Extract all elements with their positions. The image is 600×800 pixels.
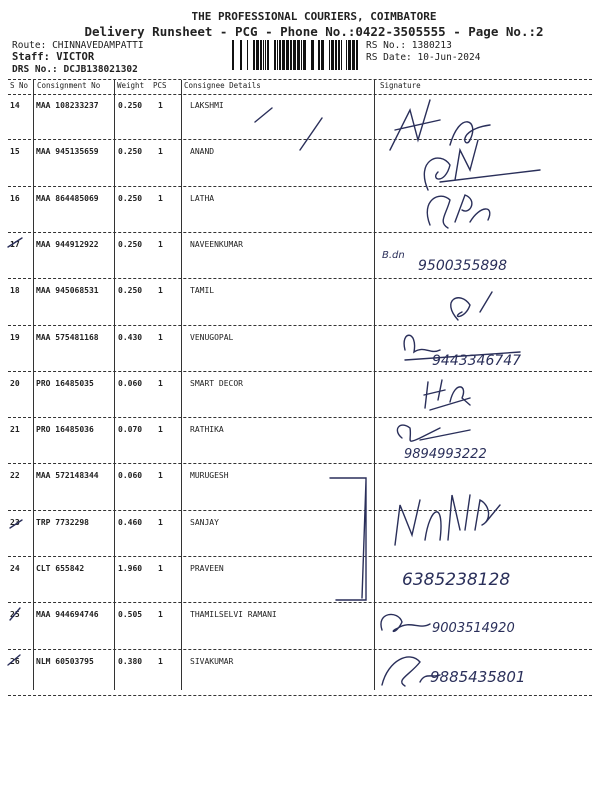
barcode-bar <box>297 40 300 70</box>
signature-scribble <box>424 140 540 190</box>
barcode-bar <box>260 40 262 70</box>
cell-weight: 0.380 <box>118 656 143 666</box>
cell-consignee: SANJAY <box>190 517 219 527</box>
barcode-bar <box>352 40 355 70</box>
cell-sno: 22 <box>10 471 20 481</box>
cell-consignee: MURUGESH <box>190 471 229 481</box>
route-label: Route: <box>12 40 47 51</box>
col-sno: S No <box>10 81 29 90</box>
col-consignee: Consignee Details <box>184 81 261 90</box>
barcode-bar <box>321 40 324 70</box>
barcode-bar <box>301 40 302 70</box>
cell-sno: 25 <box>10 610 20 620</box>
row-divider <box>8 649 592 650</box>
barcode-bar <box>341 40 342 70</box>
barcode-bar <box>346 40 347 70</box>
barcode-bar <box>274 40 276 70</box>
cell-weight: 1.960 <box>118 564 143 573</box>
cell-consignment: TRP 7732298 <box>36 517 89 527</box>
barcode-bar <box>263 40 264 70</box>
cell-sno: 19 <box>10 332 20 342</box>
cell-pcs: 1 <box>158 239 163 249</box>
cell-weight: 0.060 <box>118 471 143 481</box>
cell-pcs: 1 <box>158 517 163 527</box>
cell-pcs: 1 <box>158 378 163 388</box>
row-divider <box>8 325 592 326</box>
barcode-bar <box>329 40 330 70</box>
cell-sno: 24 <box>10 564 20 573</box>
cell-sno: 18 <box>10 286 20 296</box>
cell-weight: 0.250 <box>118 239 143 249</box>
cell-sno: 14 <box>10 101 20 110</box>
barcode-bar <box>282 40 285 70</box>
handwritten-phone: 9003514920 <box>432 621 515 636</box>
cell-sno: 26 <box>10 656 20 666</box>
cell-pcs: 1 <box>158 101 163 110</box>
cell-pcs: 1 <box>158 193 163 203</box>
drs-value: DCJB138021302 <box>63 64 138 75</box>
cell-pcs: 1 <box>158 564 163 573</box>
row-divider <box>8 139 592 140</box>
barcode-bar <box>232 40 234 70</box>
cell-consignee: LAKSHMI <box>190 101 224 110</box>
cell-weight: 0.070 <box>118 425 143 435</box>
cell-consignee: ANAND <box>190 147 215 157</box>
cell-sno: 16 <box>10 193 20 203</box>
staff-line <box>12 51 94 63</box>
row-divider <box>8 371 592 372</box>
cell-sno: 17 <box>10 239 20 249</box>
rs-no-label: RS No.: <box>366 40 407 51</box>
table-header <box>8 81 592 93</box>
col-divider <box>114 80 115 690</box>
cell-sno: 21 <box>10 425 20 435</box>
cell-consignment: MAA 572148344 <box>36 471 99 481</box>
cell-weight: 0.060 <box>118 378 143 388</box>
cell-weight: 0.250 <box>118 101 143 110</box>
cell-weight: 0.430 <box>118 332 143 342</box>
staff-label: Staff: <box>12 51 50 63</box>
cell-pcs: 1 <box>158 656 163 666</box>
cell-consignment: MAA 945068531 <box>36 286 99 296</box>
cell-weight: 0.250 <box>118 147 143 157</box>
cell-consignment: PRO 16485035 <box>36 378 94 388</box>
handwritten-phone: 9894993222 <box>404 447 487 462</box>
cell-pcs: 1 <box>158 425 163 435</box>
cell-pcs: 1 <box>158 332 163 342</box>
cell-consignee: VENUGOPAL <box>190 332 234 342</box>
cell-consignee: THAMILSELVI RAMANI <box>190 610 277 620</box>
cell-pcs: 1 <box>158 286 163 296</box>
col-signature: Signature <box>380 81 421 90</box>
row-divider <box>8 510 592 511</box>
barcode-bar <box>253 40 255 70</box>
cell-consignee: LATHA <box>190 193 215 203</box>
route-line <box>12 40 144 51</box>
cell-consignment: MAA 108233237 <box>36 101 99 110</box>
handwritten-phone: 6385238128 <box>402 570 511 590</box>
header-bottom-rule <box>8 94 592 95</box>
col-pcs: PCS <box>153 81 167 90</box>
row-divider <box>8 278 592 279</box>
barcode-bar <box>247 40 248 70</box>
route-value: CHINNAVEDAMPATTI <box>52 40 144 51</box>
row-divider <box>8 695 592 696</box>
cell-pcs: 1 <box>158 610 163 620</box>
cell-consignment: MAA 945135659 <box>36 147 99 157</box>
barcode-bar <box>265 40 266 70</box>
barcode-bar <box>240 40 242 70</box>
col-consignment: Consignment No <box>37 81 101 90</box>
cell-consignee: TAMIL <box>190 286 215 296</box>
cell-consignee: PRAVEEN <box>190 564 224 573</box>
signature-scribble <box>395 495 500 545</box>
row-divider <box>8 602 592 603</box>
row-divider <box>8 556 592 557</box>
rs-no-value: 1380213 <box>411 40 452 51</box>
cell-consignee: SMART DECOR <box>190 378 243 388</box>
barcode-bar <box>338 40 340 70</box>
signature-scribble <box>255 108 322 150</box>
handwritten-phone: 9500355898 <box>418 258 508 274</box>
barcode-bar <box>293 40 296 70</box>
barcode-bar <box>290 40 292 70</box>
barcode-bar <box>286 40 289 70</box>
cell-weight: 0.250 <box>118 193 143 203</box>
cell-consignment: NLM 60503795 <box>36 656 94 666</box>
cell-weight: 0.460 <box>118 517 143 527</box>
handwritten-phone: 9443346747 <box>432 353 522 369</box>
cell-consignee: NAVEENKUMAR <box>190 239 243 249</box>
signature-scribble <box>381 614 430 631</box>
signature-scribble <box>382 657 440 686</box>
row-divider <box>8 417 592 418</box>
rs-date-line <box>366 52 480 63</box>
cell-weight: 0.505 <box>118 610 143 620</box>
col-divider <box>33 80 34 690</box>
col-divider <box>374 80 375 690</box>
signature-scribble <box>397 425 470 441</box>
col-divider <box>181 80 182 690</box>
cell-consignment: MAA 864485069 <box>36 193 99 203</box>
barcode-bar <box>279 40 281 70</box>
signature-scribble <box>451 292 492 320</box>
cell-consignee: RATHIKA <box>190 425 224 435</box>
runsheet-subtitle: Delivery Runsheet - PCG - Phone No.:0422-3505555 - Page No.:2 <box>84 24 544 39</box>
cell-sno: 15 <box>10 147 20 157</box>
cell-sno: 20 <box>10 378 20 388</box>
rs-date-value: 10-Jun-2024 <box>417 52 481 63</box>
staff-value: VICTOR <box>56 51 95 63</box>
cell-consignment: MAA 944694746 <box>36 610 99 620</box>
barcode-bar <box>356 40 358 70</box>
barcode-bar <box>277 40 278 70</box>
drs-line <box>12 64 138 75</box>
cell-sno: 23 <box>10 517 20 527</box>
signature-scribble <box>427 195 490 228</box>
cell-consignee: SIVAKUMAR <box>190 656 234 666</box>
drs-label: DRS No.: <box>12 64 58 75</box>
signature-scribble <box>390 100 490 150</box>
row-divider <box>8 463 592 464</box>
company-title: THE PROFESSIONAL COURIERS, COIMBATORE <box>191 10 437 23</box>
cell-pcs: 1 <box>158 147 163 157</box>
barcode-bar <box>348 40 351 70</box>
cell-consignment: CLT 655842 <box>36 564 85 573</box>
header-top-rule <box>8 79 592 80</box>
barcode-bar <box>335 40 337 70</box>
handwritten-initials: B.dn <box>382 250 405 261</box>
barcode-bar <box>303 40 306 70</box>
signature-scribble <box>404 335 520 360</box>
rs-no-line <box>366 40 452 51</box>
cell-pcs: 1 <box>158 471 163 481</box>
rs-date-label: RS Date: <box>366 52 412 63</box>
barcode-bar <box>318 40 320 70</box>
cell-consignment: MAA 944912922 <box>36 239 99 249</box>
bracket-line <box>330 478 366 600</box>
barcode-bar <box>256 40 259 70</box>
barcode-bar <box>331 40 334 70</box>
col-weight: Weight <box>117 81 145 90</box>
handwritten-phone: 9885435801 <box>430 668 526 686</box>
row-divider <box>8 232 592 233</box>
cell-weight: 0.250 <box>118 286 143 296</box>
cell-consignment: PRO 16485036 <box>36 425 94 435</box>
barcode-bar <box>311 40 314 70</box>
signature-scribble <box>424 380 470 410</box>
barcode-image <box>232 40 358 70</box>
barcode-bar <box>267 40 269 70</box>
cell-consignment: MAA 575481168 <box>36 332 99 342</box>
row-divider <box>8 186 592 187</box>
